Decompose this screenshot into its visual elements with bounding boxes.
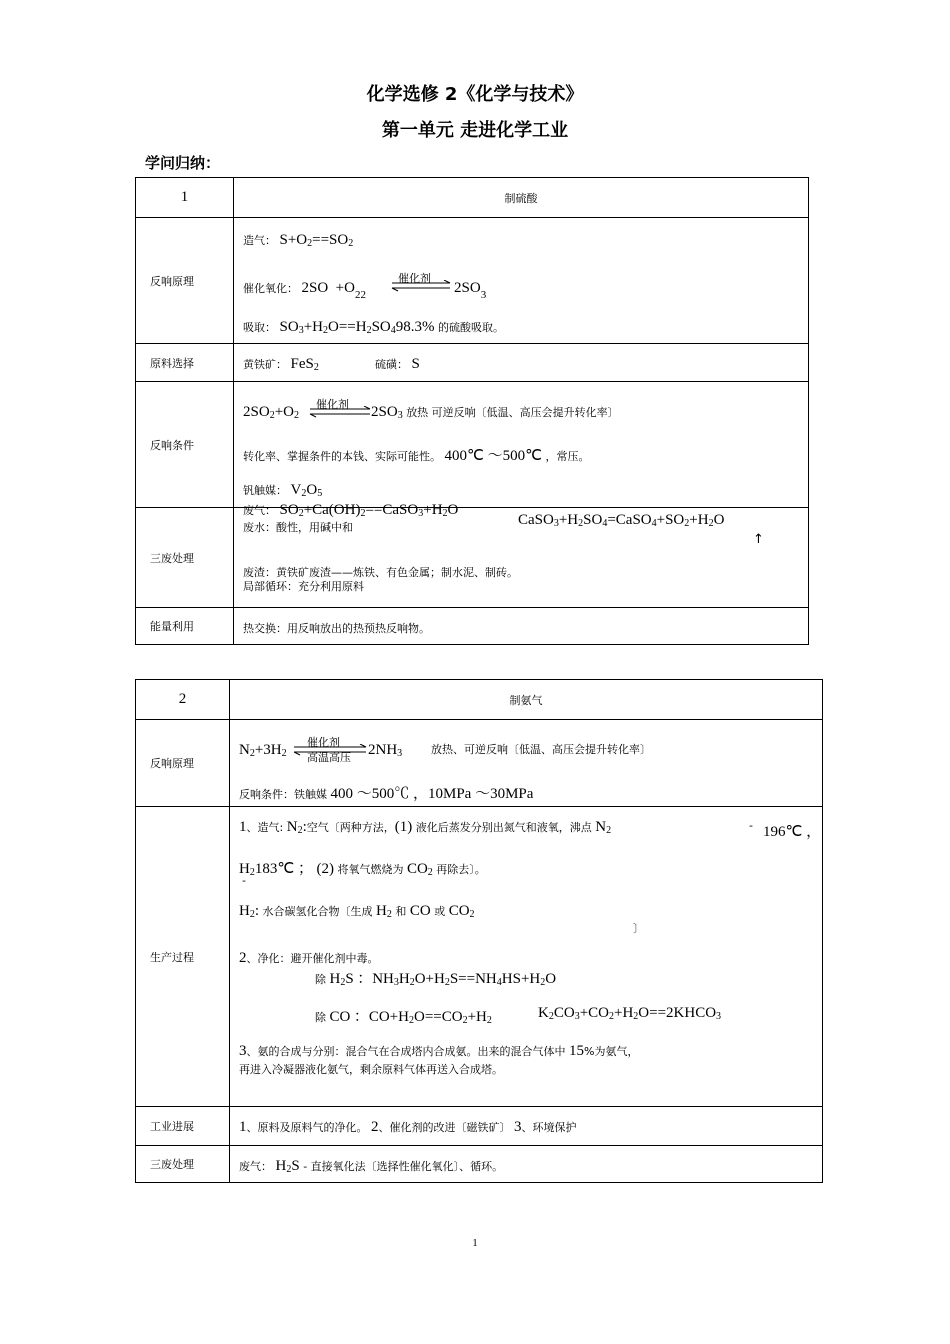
step-purify: 2、净化：避开催化剂中毒。	[239, 950, 379, 966]
development-items: 1、原料及原料气的净化。 2、催化剂的改进〔磁铁矿〕 3、环境保护	[239, 1119, 577, 1135]
equation-note: 放热、可逆反响〔低温、高压会提升转化率〕	[431, 743, 651, 756]
page-number: 1	[472, 1237, 478, 1249]
pyrite: 黄铁矿： FeS$_2$	[243, 356, 319, 373]
equation-right: $2NH_3$	[368, 742, 403, 759]
row-label: 反响原理	[136, 720, 230, 806]
sulfur: 硫磺： S	[375, 356, 420, 372]
sulfuric-acid-table	[135, 177, 809, 645]
table-row-process	[136, 806, 822, 1106]
dash-mark: -	[242, 874, 246, 887]
heat-exchange: 热交换：用反响放出的热预热反响物。	[243, 622, 430, 635]
remove-co: 除 CO ：$CO+H_2O==CO_2+H_2$	[315, 1009, 492, 1026]
table-topic: 制氨气	[509, 693, 543, 707]
waste-gas-eq2: $CaSO_3+H_2SO_4=CaSO_4+SO_2+H_2O$	[518, 512, 725, 529]
vanadium-catalyst: 钒触媒： $V_2O_5$	[243, 482, 323, 499]
step-hydrogen-air: $H_2183℃$ ； (2) 将氧气燃烧为 $CO_2$ 再除去〕。	[239, 861, 486, 878]
absorption: 吸取： $SO_3+H_2O==H_2SO_498.3\%$ 的硫酸吸取。	[243, 319, 505, 336]
table-row-principle	[136, 719, 822, 806]
summary-heading: 学问归纳：	[145, 154, 221, 172]
table-row-materials	[136, 343, 808, 381]
catalytic-oxidation: 催化氧化： 2SO +O22	[243, 280, 366, 301]
waste-water: 废水：酸性，用碱中和	[243, 521, 353, 534]
row-label: 能量利用	[136, 608, 234, 644]
table-row-development	[136, 1106, 822, 1145]
n2-boiling-point: 196℃ ，	[763, 824, 822, 840]
ammonia-table	[135, 679, 823, 1183]
row-label: 原料选择	[136, 344, 234, 381]
catalyst-label: 催化剂	[398, 272, 431, 285]
table-row-waste	[136, 502, 808, 607]
table-row-principle	[136, 217, 808, 343]
table-header-row	[136, 178, 808, 217]
table-row-waste	[136, 1145, 822, 1182]
equation-right: $2SO_3$ 放热 可逆反响〔低温、高压会提升转化率〕	[371, 404, 619, 421]
row-label: 反响原理	[136, 218, 234, 343]
row-label: 三废处理	[136, 508, 234, 607]
row-label: 反响条件	[136, 382, 234, 507]
remove-co2: $K_2CO_3+CO_2+H_2O==2KHCO_3$	[538, 1005, 722, 1022]
row-label: 三废处理	[136, 1146, 230, 1182]
oxidation-product: 2SO3	[454, 280, 487, 301]
row-label: 生产过程	[136, 807, 230, 1106]
partial-recycle: 局部循环：充分利用原料	[243, 580, 364, 593]
waste-slag: 废渣：黄铁矿废渣——炼铁、有色金属；制水泥、制砖。	[243, 566, 518, 579]
make-gas: 造气： $S+O_2==SO_2$	[243, 232, 354, 249]
step-synthesis: 3、氨的合成与分别：混合气在合成塔内合成氨。出来的混合气体中 15%为氨气，	[239, 1043, 639, 1059]
equilibrium-arrow-icon	[388, 280, 454, 292]
table-row-conditions	[136, 381, 808, 507]
close-bracket: 〕	[633, 922, 644, 935]
step-hydrogen-source: $H_2$: 水合碳氢化合物〔生成 $H_2$ 和 CO 或 $CO_2$	[239, 903, 475, 920]
catalyst-label: 催化剂	[307, 736, 340, 749]
table-number: 1	[136, 178, 234, 217]
equation-left: $2SO_2+O_2$	[243, 404, 299, 421]
table-row-energy	[136, 607, 808, 644]
unit-title: 第一单元 走进化学工业	[381, 120, 569, 141]
table-number: 2	[136, 680, 230, 719]
step-make-gas: 1、造气: $N_2$:空气〔两种方法，(1) 液化后蒸发分别出氮气和液氧，沸点 $N_2$	[239, 819, 612, 836]
table-topic: 制硫酸	[504, 191, 538, 205]
row-label: 工业进展	[136, 1107, 230, 1145]
gas-up-arrow-icon: ↑	[753, 532, 764, 547]
waste-gas: 废气： $H_2S$ - 直接氧化法〔选择性催化氧化〕、循环。	[239, 1158, 504, 1175]
reaction-conditions: 反响条件：铁触媒 400 ～500℃ ，10MPa ～30MPa	[239, 786, 534, 802]
condition-label: 高温高压	[307, 751, 351, 764]
remove-h2s: 除 $H_2S$ ：$NH_3H_2O+H_2S==NH_4HS+H_2O$	[315, 971, 557, 988]
dash-mark: -	[749, 819, 753, 832]
catalyst-label: 催化剂	[316, 398, 349, 411]
table-header-row	[136, 680, 822, 719]
conversion-rate: 转化率、掌握条件的本钱、实际可能性。 400℃ ～500℃ ，常压。	[243, 448, 590, 464]
equation-left: $N_2+3H_2$	[239, 742, 287, 759]
doc-title: 化学选修 2《化学与技术》	[366, 84, 584, 105]
equilibrium-arrow-icon	[308, 406, 372, 418]
waste-gas: 废气： $SO_2+Ca(OH)_2==CaSO_3+H_2O$	[243, 502, 459, 519]
step-synthesis-line2: 再进入冷凝器液化氨气，剩余原料气体再送入合成塔。	[239, 1063, 503, 1076]
